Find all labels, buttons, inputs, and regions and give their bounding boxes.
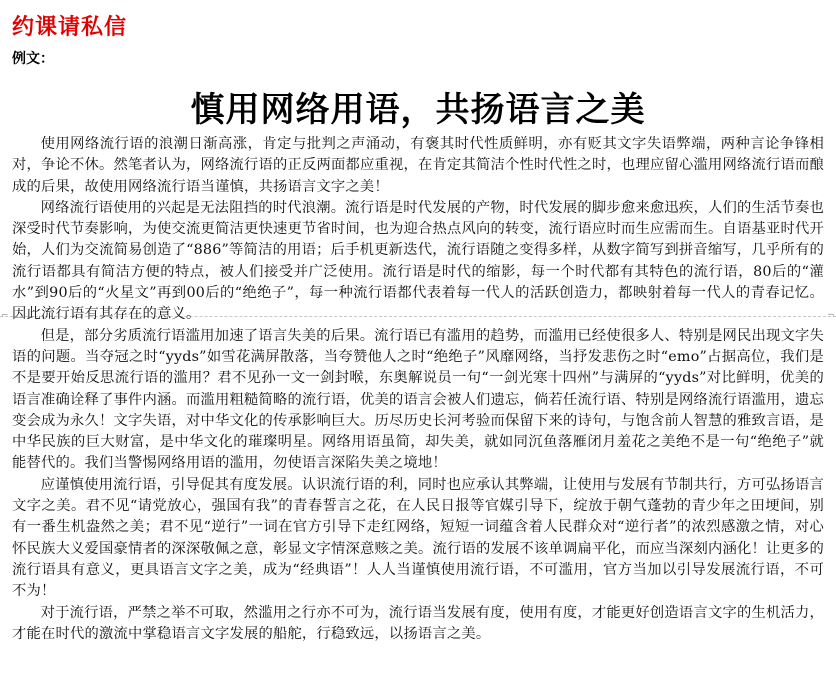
document-title: 慎用网络用语，共扬语言之美 xyxy=(190,90,646,130)
paragraph-3: 但是，部分劣质流行语滥用加速了语言失美的后果。流行语已有滥用的趋势，而滥用已经使很多人、特别是网民出现文字失语的问题。当夺冠之时“yyds”如雪花满屏散落，当夸赞他人之时“绝绝子”风靡网络，当抒发悲伤之时“emo”占据高位，我们是不是要开始反思流行语的滥用？君不见孙一文一剑封喉，东奥解说员一句“一剑光寒十四州”与满屏的“yyds”对比鲜明，优美的语言准确诠释了事件内涵。而滥用粗糙简略的流行语，优美的语言会被人们遗忘，倘若任流行语、特别是网络流行语滥用，遗忘变会成为永久！文字失语，对中华文化的传承影响巨大。历尽历史长河考验而保留下来的诗句，与饱含前人智慧的雅致言语，是中华民族的巨大财富，是中华文化的璀璨明星。网络用语虽简，却失美，就如同沉鱼落雁闭月羞花之美绝不是一句“绝绝子”就能替代的。我们当警惕网络用语的滥用，勿使语言深陷失美之境地！ xyxy=(12,327,824,472)
page-break-right-marker-icon: ¬ xyxy=(827,311,835,321)
paragraph-5: 对于流行语，严禁之举不可取，然滥用之行亦不可为，流行语当发展有度，使用有度，才能更好创造语言文字的生机活力，才能在时代的激流中掌稳语言文字发展的船舵，行稳致远，以扬语言之美。 xyxy=(12,604,824,642)
document-body xyxy=(12,134,824,645)
paragraph-2: 网络流行语使用的兴起是无法阻挡的时代浪潮。流行语是时代发展的产物，时代发展的脚步愈来愈迅疾，人们的生活节奏也深受时代节奏影响，为使交流更简洁更快速更节省时间，也为迎合热点风向的转变，流行语应时而生应需而生。自语基亚时代开始，人们为交流简易创造了“886”等简洁的用语；后手机更新迭代，流行语随之变得多样，从数字简写到拼音缩写，几乎所有的流行语都具有简洁方便的特点，被人们接受并广泛使用。流行语是时代的缩影，每一个时代都有其特色的流行语，80后的“灌水”到90后的“火星文”再到00后的“绝绝子”，每一种流行语都代表着每一代人的活跃创造力，都映射着每一代人的青春记忆。因此流行语有其存在的意义。 xyxy=(12,199,824,323)
example-label: 例文： xyxy=(12,51,54,67)
header-title: 约课请私信 xyxy=(12,15,128,40)
paragraph-1: 使用网络流行语的浪潮日渐高涨，肯定与批判之声涌动，有褒其时代性质鲜明，亦有贬其文字失语弊端，两种言论争锋相对，争论不休。然笔者认为，网络流行语的正反两面都应重视，在肯定其简洁个性时代性之时，也理应留心滥用网络流行语而酿成的后果，故使用网络流行语当谨慎，共扬语言文字之美！ xyxy=(12,136,824,195)
paragraph-4: 应谨慎使用流行语，引导促其有度发展。认识流行语的利，同时也应承认其弊端，让使用与发展有节制共行，方可弘扬语言文字之美。君不见“请党放心，强国有我”的青春誓言之花，在人民日报等官媒引导下，绽放于朝气蓬勃的青少年之田埂间，别有一番生机盎然之美；君不见“逆行”一词在官方引导下走红网络，短短一词蕴含着人民群众对“逆行者”的浓烈感激之情，对心怀民族大义爱国豪情者的深深敬佩之意，彰显文字情深意赅之美。流行语的发展不该单调扁平化，而应当深刻内涵化！让更多的流行语具有意义，更具语言文字之美，成为“经典语”！人人当谨慎使用流行语，不可滥用，官方当加以引导发展流行语，不可不为！ xyxy=(12,476,824,600)
page-break-left-marker-icon: ⌐ xyxy=(1,311,9,321)
